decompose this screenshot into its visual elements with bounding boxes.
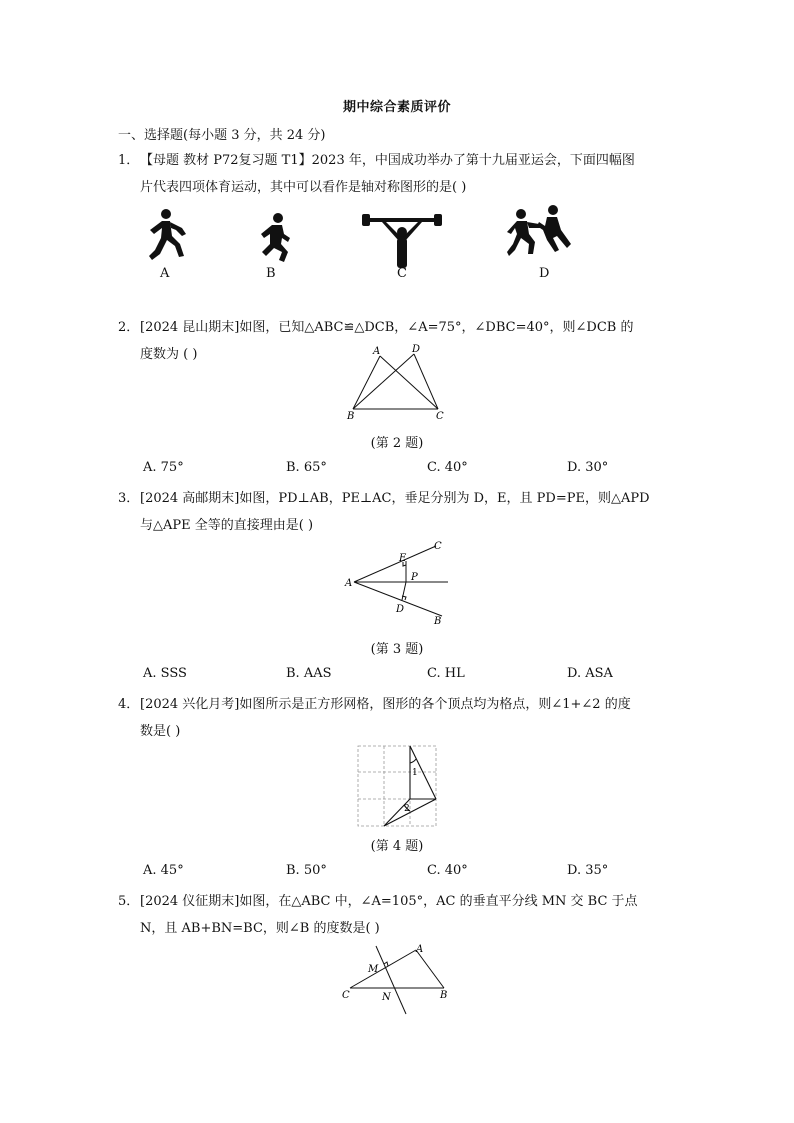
sport-figure-d [505, 204, 577, 262]
point-c: C [434, 541, 442, 552]
option-label-b: B [266, 266, 276, 281]
option-label-d: D [539, 266, 550, 281]
option-label-a: A [160, 266, 170, 281]
sport-figure-b [252, 212, 302, 264]
page-title: 期中综合素质评价 [342, 100, 451, 115]
option-b[interactable]: B. 65° [286, 460, 327, 475]
question-5 [118, 888, 678, 942]
point-a: A [345, 578, 353, 589]
angle-2-label: 2 [404, 804, 410, 814]
question-text: [2024 昆山期末]如图，已知△ABC≌△DCB，∠A=75°，∠DBC=40°，则∠DCB 的 [140, 320, 634, 335]
point-a: A [416, 944, 424, 955]
question-text-cont: 与△APE 全等的直接理由是( ) [140, 518, 314, 533]
figure-caption: (第 4 题) [370, 839, 424, 854]
figure-q4-grid [357, 745, 437, 827]
question-number: 4． [118, 697, 140, 712]
option-c[interactable]: C. 40° [427, 863, 468, 878]
figure-caption: (第 2 题) [370, 436, 424, 451]
question-text-cont: 片代表四项体育运动，其中可以看作是轴对称图形的是( ) [140, 180, 467, 195]
question-3 [118, 485, 678, 539]
option-label-c: C [397, 266, 407, 281]
point-c: C [436, 411, 444, 422]
question-text: [2024 高邮期末]如图，PD⊥AB，PE⊥AC，垂足分别为 D，E，且 PD=PE，则△APD [140, 491, 650, 506]
point-d: D [412, 344, 421, 355]
figure-q2 [340, 342, 460, 424]
option-c[interactable]: C. HL [427, 666, 465, 681]
section-heading: 一、选择题(每小题 3 分，共 24 分) [118, 128, 326, 143]
question-text-cont: 度数为 ( ) [140, 347, 198, 362]
question-text-cont: 数是( ) [140, 724, 181, 739]
point-p: P [411, 572, 418, 583]
question-text: 【母题 教材 P72复习题 T1】2023 年，中国成功举办了第十九届亚运会，下面四幅图 [140, 153, 635, 168]
option-a[interactable]: A. SSS [143, 666, 187, 681]
point-n: N [382, 992, 391, 1003]
option-c[interactable]: C. 40° [427, 460, 468, 475]
point-d: D [396, 604, 405, 615]
point-b: B [347, 411, 355, 422]
figure-caption: (第 3 题) [370, 642, 424, 657]
question-number: 3． [118, 491, 140, 506]
option-a[interactable]: A. 75° [143, 460, 184, 475]
point-b: B [434, 616, 442, 627]
question-text: [2024 仪征期末]如图，在△ABC 中，∠A=105°，AC 的垂直平分线 MN 交 BC 于点 [140, 894, 638, 909]
question-4 [118, 691, 678, 745]
question-text: [2024 兴化月考]如图所示是正方形网格，图形的各个顶点均为格点，则∠1+∠2 的度 [140, 697, 631, 712]
figure-q5 [336, 940, 466, 1020]
option-d[interactable]: D. ASA [567, 666, 613, 681]
sport-figure-c [362, 212, 442, 268]
point-m: M [368, 964, 379, 975]
point-b: B [440, 990, 448, 1001]
angle-1-label: 1 [412, 768, 418, 778]
option-a[interactable]: A. 45° [143, 863, 184, 878]
question-1 [118, 147, 678, 201]
point-e: E [399, 553, 407, 564]
option-d[interactable]: D. 30° [567, 460, 609, 475]
option-b[interactable]: B. 50° [286, 863, 327, 878]
question-number: 1． [118, 153, 140, 168]
figure-q3 [340, 538, 460, 628]
option-d[interactable]: D. 35° [567, 863, 609, 878]
question-text-cont: N，且 AB+BN=BC，则∠B 的度数是( ) [140, 921, 380, 936]
point-a: A [373, 346, 381, 357]
option-b[interactable]: B. AAS [286, 666, 332, 681]
sport-figure-a [140, 208, 200, 264]
question-number: 2． [118, 320, 140, 335]
point-c: C [342, 990, 350, 1001]
question-number: 5． [118, 894, 140, 909]
